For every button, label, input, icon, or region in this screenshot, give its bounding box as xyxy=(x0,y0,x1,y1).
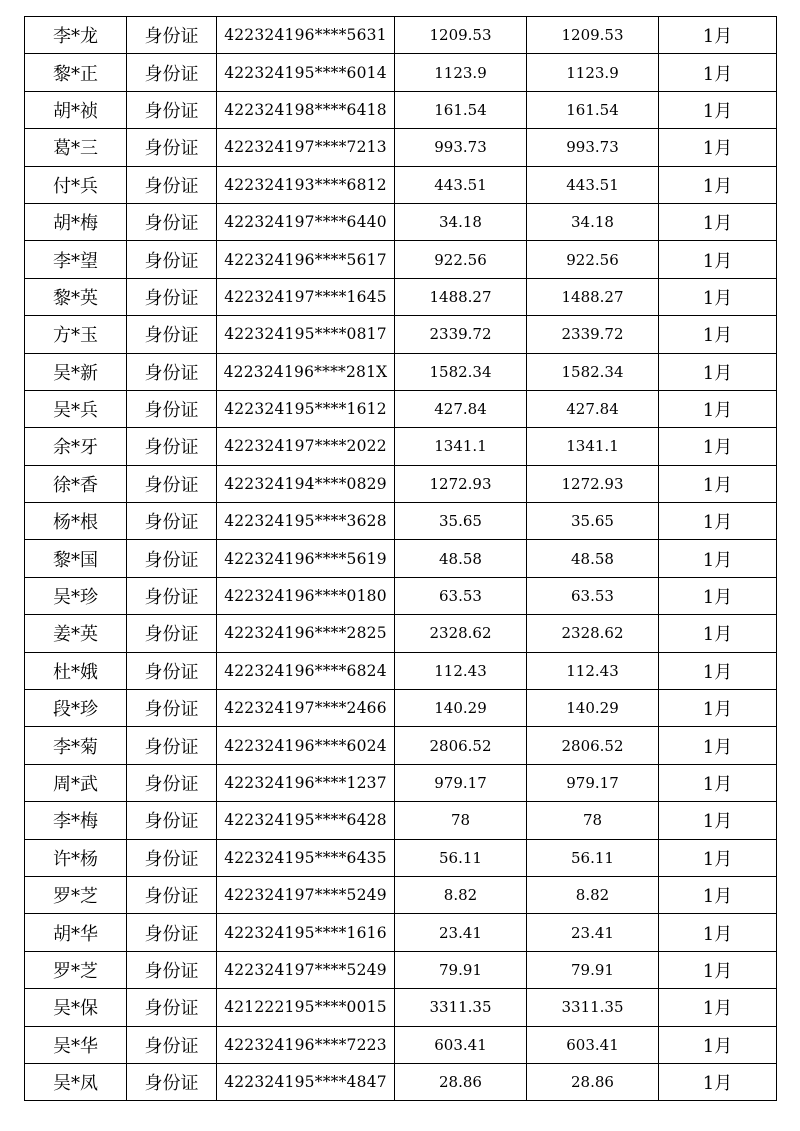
cell-amount-b: 28.86 xyxy=(527,1063,659,1100)
cell-id-number: 422324196****7223 xyxy=(217,1026,395,1063)
table-row xyxy=(25,690,777,727)
cell-id-number: 422324197****6440 xyxy=(217,203,395,240)
cell-id-number: 422324195****6014 xyxy=(217,54,395,91)
cell-id-number: 422324197****7213 xyxy=(217,129,395,166)
cell-month: 1月 xyxy=(659,914,777,951)
cell-month: 1月 xyxy=(659,353,777,390)
cell-month: 1月 xyxy=(659,989,777,1026)
cell-id-number: 422324195****0817 xyxy=(217,316,395,353)
cell-amount-a: 79.91 xyxy=(395,951,527,988)
cell-id-type: 身份证 xyxy=(127,839,217,876)
cell-id-number: 422324197****5249 xyxy=(217,876,395,913)
cell-id-type: 身份证 xyxy=(127,1063,217,1100)
cell-id-type: 身份证 xyxy=(127,17,217,54)
cell-name: 罗*芝 xyxy=(25,951,127,988)
cell-id-number: 422324196****281X xyxy=(217,353,395,390)
cell-amount-a: 1123.9 xyxy=(395,54,527,91)
cell-id-type: 身份证 xyxy=(127,129,217,166)
subsidy-table xyxy=(24,16,777,1101)
cell-name: 杜*娥 xyxy=(25,652,127,689)
cell-id-type: 身份证 xyxy=(127,465,217,502)
cell-name: 李*梅 xyxy=(25,802,127,839)
cell-amount-b: 993.73 xyxy=(527,129,659,166)
cell-id-type: 身份证 xyxy=(127,764,217,801)
cell-amount-b: 427.84 xyxy=(527,390,659,427)
cell-month: 1月 xyxy=(659,390,777,427)
cell-month: 1月 xyxy=(659,91,777,128)
cell-amount-b: 161.54 xyxy=(527,91,659,128)
cell-amount-a: 1209.53 xyxy=(395,17,527,54)
cell-amount-b: 78 xyxy=(527,802,659,839)
cell-id-type: 身份证 xyxy=(127,428,217,465)
cell-amount-b: 603.41 xyxy=(527,1026,659,1063)
cell-name: 胡*祯 xyxy=(25,91,127,128)
cell-month: 1月 xyxy=(659,428,777,465)
cell-id-type: 身份证 xyxy=(127,914,217,951)
cell-month: 1月 xyxy=(659,690,777,727)
cell-amount-b: 1123.9 xyxy=(527,54,659,91)
cell-name: 黎*正 xyxy=(25,54,127,91)
cell-id-type: 身份证 xyxy=(127,353,217,390)
cell-id-type: 身份证 xyxy=(127,241,217,278)
cell-amount-b: 48.58 xyxy=(527,540,659,577)
cell-amount-a: 427.84 xyxy=(395,390,527,427)
cell-amount-b: 140.29 xyxy=(527,690,659,727)
cell-name: 罗*芝 xyxy=(25,876,127,913)
table-row xyxy=(25,278,777,315)
cell-name: 吴*保 xyxy=(25,989,127,1026)
cell-amount-a: 56.11 xyxy=(395,839,527,876)
cell-id-number: 422324196****5617 xyxy=(217,241,395,278)
cell-amount-a: 922.56 xyxy=(395,241,527,278)
table-row xyxy=(25,914,777,951)
subsidy-table-sheet xyxy=(24,16,776,1101)
cell-amount-a: 993.73 xyxy=(395,129,527,166)
cell-month: 1月 xyxy=(659,615,777,652)
cell-name: 吴*新 xyxy=(25,353,127,390)
table-row xyxy=(25,465,777,502)
cell-id-type: 身份证 xyxy=(127,91,217,128)
cell-id-type: 身份证 xyxy=(127,203,217,240)
table-row xyxy=(25,839,777,876)
cell-amount-a: 443.51 xyxy=(395,166,527,203)
cell-amount-a: 1582.34 xyxy=(395,353,527,390)
cell-amount-b: 922.56 xyxy=(527,241,659,278)
cell-id-number: 422324195****1616 xyxy=(217,914,395,951)
cell-name: 吴*凤 xyxy=(25,1063,127,1100)
cell-month: 1月 xyxy=(659,727,777,764)
cell-id-number: 422324197****2022 xyxy=(217,428,395,465)
cell-name: 付*兵 xyxy=(25,166,127,203)
cell-amount-a: 140.29 xyxy=(395,690,527,727)
cell-amount-a: 979.17 xyxy=(395,764,527,801)
cell-amount-b: 2339.72 xyxy=(527,316,659,353)
cell-name: 杨*根 xyxy=(25,503,127,540)
cell-month: 1月 xyxy=(659,1063,777,1100)
cell-name: 余*牙 xyxy=(25,428,127,465)
cell-name: 姜*英 xyxy=(25,615,127,652)
cell-id-number: 422324198****6418 xyxy=(217,91,395,128)
cell-name: 李*菊 xyxy=(25,727,127,764)
cell-amount-b: 1488.27 xyxy=(527,278,659,315)
cell-id-type: 身份证 xyxy=(127,802,217,839)
cell-id-type: 身份证 xyxy=(127,615,217,652)
cell-id-number: 422324196****6024 xyxy=(217,727,395,764)
cell-amount-b: 1341.1 xyxy=(527,428,659,465)
cell-id-number: 422324196****2825 xyxy=(217,615,395,652)
table-row xyxy=(25,577,777,614)
cell-name: 李*望 xyxy=(25,241,127,278)
cell-amount-b: 2328.62 xyxy=(527,615,659,652)
cell-month: 1月 xyxy=(659,876,777,913)
cell-amount-a: 1341.1 xyxy=(395,428,527,465)
table-row xyxy=(25,91,777,128)
table-row xyxy=(25,428,777,465)
cell-amount-a: 161.54 xyxy=(395,91,527,128)
cell-amount-a: 603.41 xyxy=(395,1026,527,1063)
cell-month: 1月 xyxy=(659,241,777,278)
cell-amount-b: 35.65 xyxy=(527,503,659,540)
cell-amount-b: 443.51 xyxy=(527,166,659,203)
cell-amount-a: 2806.52 xyxy=(395,727,527,764)
table-row xyxy=(25,540,777,577)
cell-name: 黎*国 xyxy=(25,540,127,577)
cell-id-number: 422324195****6435 xyxy=(217,839,395,876)
table-row xyxy=(25,652,777,689)
cell-amount-a: 78 xyxy=(395,802,527,839)
cell-month: 1月 xyxy=(659,577,777,614)
cell-id-type: 身份证 xyxy=(127,652,217,689)
cell-amount-b: 2806.52 xyxy=(527,727,659,764)
cell-id-type: 身份证 xyxy=(127,166,217,203)
cell-amount-b: 56.11 xyxy=(527,839,659,876)
cell-id-number: 422324195****6428 xyxy=(217,802,395,839)
cell-id-number: 422324195****4847 xyxy=(217,1063,395,1100)
table-row xyxy=(25,802,777,839)
cell-id-number: 422324197****1645 xyxy=(217,278,395,315)
cell-id-number: 422324195****3628 xyxy=(217,503,395,540)
cell-amount-a: 3311.35 xyxy=(395,989,527,1026)
cell-id-type: 身份证 xyxy=(127,951,217,988)
cell-month: 1月 xyxy=(659,203,777,240)
cell-month: 1月 xyxy=(659,503,777,540)
table-row xyxy=(25,166,777,203)
cell-id-number: 422324196****0180 xyxy=(217,577,395,614)
table-body xyxy=(25,17,777,1101)
cell-month: 1月 xyxy=(659,951,777,988)
table-row xyxy=(25,764,777,801)
cell-name: 胡*华 xyxy=(25,914,127,951)
table-row xyxy=(25,727,777,764)
cell-id-type: 身份证 xyxy=(127,503,217,540)
cell-name: 胡*梅 xyxy=(25,203,127,240)
cell-id-number: 422324196****1237 xyxy=(217,764,395,801)
cell-id-number: 421222195****0015 xyxy=(217,989,395,1026)
cell-id-type: 身份证 xyxy=(127,876,217,913)
cell-id-type: 身份证 xyxy=(127,1026,217,1063)
table-row xyxy=(25,241,777,278)
cell-month: 1月 xyxy=(659,839,777,876)
cell-id-type: 身份证 xyxy=(127,316,217,353)
cell-amount-a: 35.65 xyxy=(395,503,527,540)
cell-id-type: 身份证 xyxy=(127,54,217,91)
cell-name: 许*杨 xyxy=(25,839,127,876)
table-row xyxy=(25,316,777,353)
cell-name: 李*龙 xyxy=(25,17,127,54)
table-row xyxy=(25,989,777,1026)
table-row xyxy=(25,1026,777,1063)
cell-month: 1月 xyxy=(659,316,777,353)
cell-month: 1月 xyxy=(659,652,777,689)
table-row xyxy=(25,203,777,240)
cell-name: 方*玉 xyxy=(25,316,127,353)
table-row xyxy=(25,503,777,540)
cell-month: 1月 xyxy=(659,465,777,502)
cell-id-type: 身份证 xyxy=(127,690,217,727)
cell-name: 吴*珍 xyxy=(25,577,127,614)
table-row xyxy=(25,129,777,166)
table-row xyxy=(25,1063,777,1100)
cell-amount-a: 1272.93 xyxy=(395,465,527,502)
cell-name: 徐*香 xyxy=(25,465,127,502)
cell-amount-b: 112.43 xyxy=(527,652,659,689)
cell-name: 黎*英 xyxy=(25,278,127,315)
cell-id-number: 422324196****5631 xyxy=(217,17,395,54)
cell-amount-b: 23.41 xyxy=(527,914,659,951)
cell-name: 吴*华 xyxy=(25,1026,127,1063)
cell-id-number: 422324193****6812 xyxy=(217,166,395,203)
cell-month: 1月 xyxy=(659,802,777,839)
cell-amount-b: 63.53 xyxy=(527,577,659,614)
cell-name: 段*珍 xyxy=(25,690,127,727)
cell-id-number: 422324197****5249 xyxy=(217,951,395,988)
table-row xyxy=(25,876,777,913)
table-row xyxy=(25,951,777,988)
table-row xyxy=(25,54,777,91)
cell-month: 1月 xyxy=(659,17,777,54)
table-row xyxy=(25,615,777,652)
cell-month: 1月 xyxy=(659,54,777,91)
cell-amount-b: 1272.93 xyxy=(527,465,659,502)
cell-month: 1月 xyxy=(659,764,777,801)
cell-id-type: 身份证 xyxy=(127,540,217,577)
cell-amount-b: 34.18 xyxy=(527,203,659,240)
cell-month: 1月 xyxy=(659,129,777,166)
cell-amount-a: 112.43 xyxy=(395,652,527,689)
cell-amount-a: 34.18 xyxy=(395,203,527,240)
cell-name: 周*武 xyxy=(25,764,127,801)
cell-id-number: 422324195****1612 xyxy=(217,390,395,427)
cell-id-type: 身份证 xyxy=(127,989,217,1026)
cell-amount-b: 3311.35 xyxy=(527,989,659,1026)
cell-amount-a: 48.58 xyxy=(395,540,527,577)
cell-amount-a: 23.41 xyxy=(395,914,527,951)
table-row xyxy=(25,17,777,54)
cell-id-type: 身份证 xyxy=(127,727,217,764)
cell-amount-a: 63.53 xyxy=(395,577,527,614)
table-row xyxy=(25,353,777,390)
cell-amount-b: 979.17 xyxy=(527,764,659,801)
cell-id-type: 身份证 xyxy=(127,577,217,614)
cell-name: 葛*三 xyxy=(25,129,127,166)
cell-id-number: 422324196****5619 xyxy=(217,540,395,577)
cell-month: 1月 xyxy=(659,278,777,315)
cell-amount-a: 8.82 xyxy=(395,876,527,913)
cell-id-type: 身份证 xyxy=(127,278,217,315)
cell-amount-a: 2328.62 xyxy=(395,615,527,652)
cell-month: 1月 xyxy=(659,540,777,577)
cell-id-type: 身份证 xyxy=(127,390,217,427)
cell-amount-b: 1582.34 xyxy=(527,353,659,390)
cell-amount-a: 28.86 xyxy=(395,1063,527,1100)
cell-amount-a: 1488.27 xyxy=(395,278,527,315)
cell-id-number: 422324196****6824 xyxy=(217,652,395,689)
cell-amount-b: 8.82 xyxy=(527,876,659,913)
cell-id-number: 422324194****0829 xyxy=(217,465,395,502)
cell-amount-b: 79.91 xyxy=(527,951,659,988)
table-row xyxy=(25,390,777,427)
cell-month: 1月 xyxy=(659,166,777,203)
cell-month: 1月 xyxy=(659,1026,777,1063)
cell-name: 吴*兵 xyxy=(25,390,127,427)
cell-amount-a: 2339.72 xyxy=(395,316,527,353)
cell-id-number: 422324197****2466 xyxy=(217,690,395,727)
cell-amount-b: 1209.53 xyxy=(527,17,659,54)
